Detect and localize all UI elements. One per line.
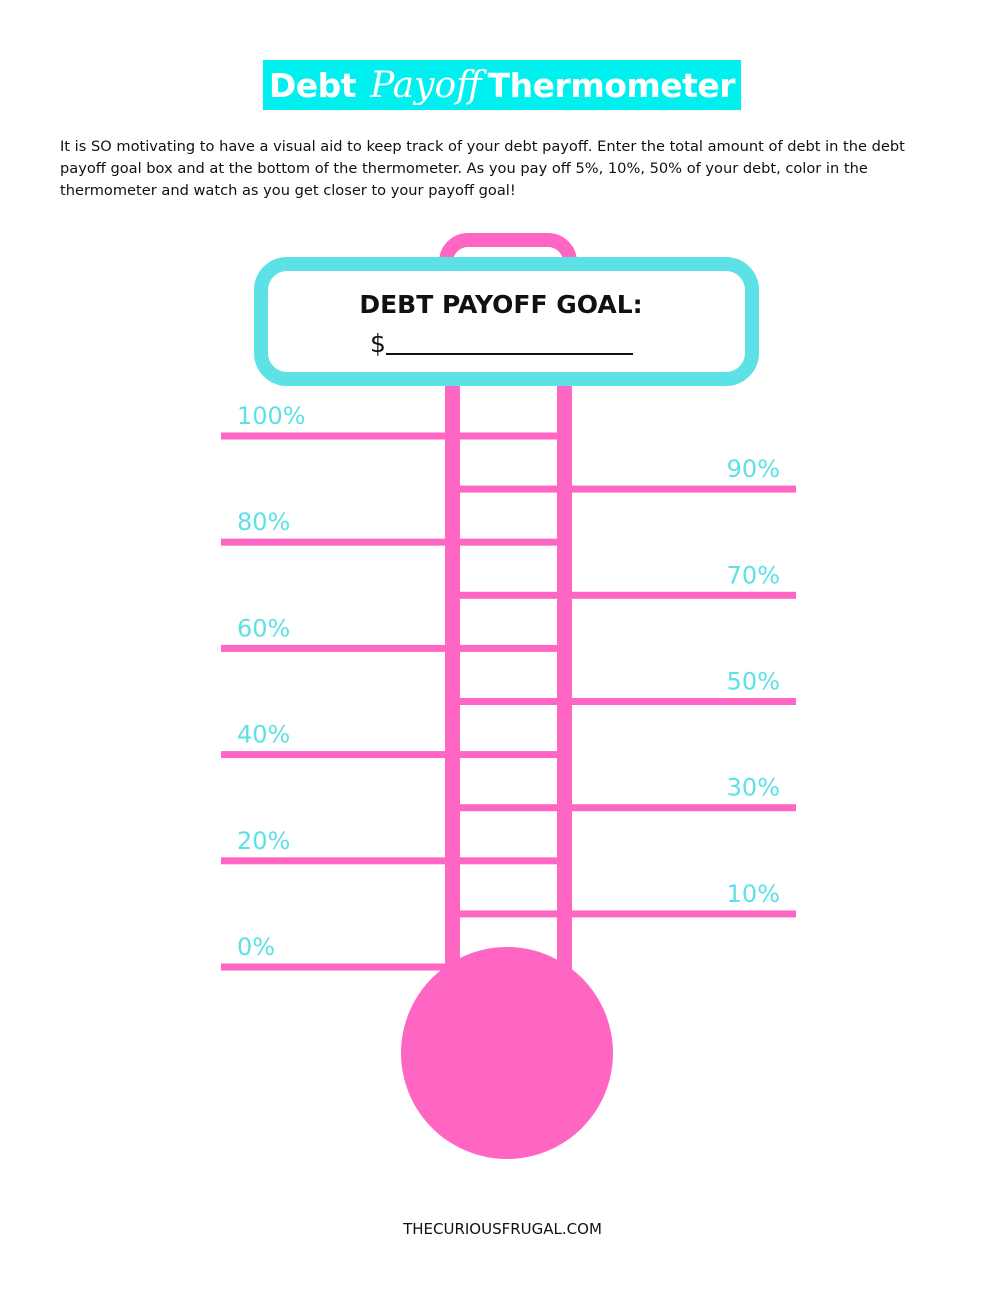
tube-rung xyxy=(452,698,565,705)
right-labels xyxy=(727,455,780,908)
tube-rung xyxy=(452,645,565,652)
tick-line-right-30 xyxy=(570,804,796,811)
title-word-thermometer: Thermometer xyxy=(487,65,736,105)
goal-box xyxy=(261,264,752,379)
tick-line-right-10 xyxy=(570,910,796,917)
percent-label-10: 10% xyxy=(726,879,780,908)
title-word-debt: Debt xyxy=(268,65,357,105)
goal-heading: DEBT PAYOFF GOAL: xyxy=(359,290,643,319)
percent-label-0: 0% xyxy=(237,933,276,961)
tube-right-rail xyxy=(557,385,572,985)
tube-rungs xyxy=(452,433,565,971)
thermometer-bulb xyxy=(401,947,613,1159)
tube-rung xyxy=(452,804,565,811)
right-ticks xyxy=(570,486,796,918)
tube-rung xyxy=(452,539,565,546)
tick-line-left-20 xyxy=(221,857,447,864)
left-labels xyxy=(237,402,306,961)
tick-line-left-100 xyxy=(221,433,447,440)
tick-line-right-70 xyxy=(570,592,796,599)
title-word-payoff: Payoff xyxy=(370,64,482,106)
tube-left-rail xyxy=(445,385,460,985)
tube-rung xyxy=(452,910,565,917)
percent-label-70: 70% xyxy=(726,561,780,590)
percent-label-90: 90% xyxy=(726,455,780,484)
tick-line-left-0 xyxy=(221,964,447,971)
tick-line-right-50 xyxy=(570,698,796,705)
tube-rung xyxy=(452,857,565,864)
percent-label-30: 30% xyxy=(726,773,780,802)
tick-line-left-60 xyxy=(221,645,447,652)
tick-line-right-90 xyxy=(570,486,796,493)
tick-line-left-80 xyxy=(221,539,447,546)
tube-rung xyxy=(452,486,565,493)
tube-rung xyxy=(452,751,565,758)
percent-label-20: 20% xyxy=(237,826,291,855)
percent-label-80: 80% xyxy=(237,508,291,537)
percent-label-60: 60% xyxy=(237,614,291,643)
percent-label-100: 100% xyxy=(237,402,306,430)
footer-site: THECURIOUSFRUGAL.COM xyxy=(403,1220,602,1238)
tube-rung xyxy=(452,433,565,440)
intro-paragraph: It is SO motivating to have a visual aid to keep track of your debt payoff. Enter the total amount of debt in the debt payoff goal box and at the bottom of the thermometer. As you pay off 5%, 10%, 50% of your debt, color in the thermometer and watch as you get closer to your payoff goal! xyxy=(60,138,905,199)
tube-rung xyxy=(452,592,565,599)
goal-currency-symbol: $ xyxy=(370,329,386,358)
percent-label-40: 40% xyxy=(237,720,291,749)
tick-line-left-40 xyxy=(221,751,447,758)
percent-label-50: 50% xyxy=(726,667,780,696)
